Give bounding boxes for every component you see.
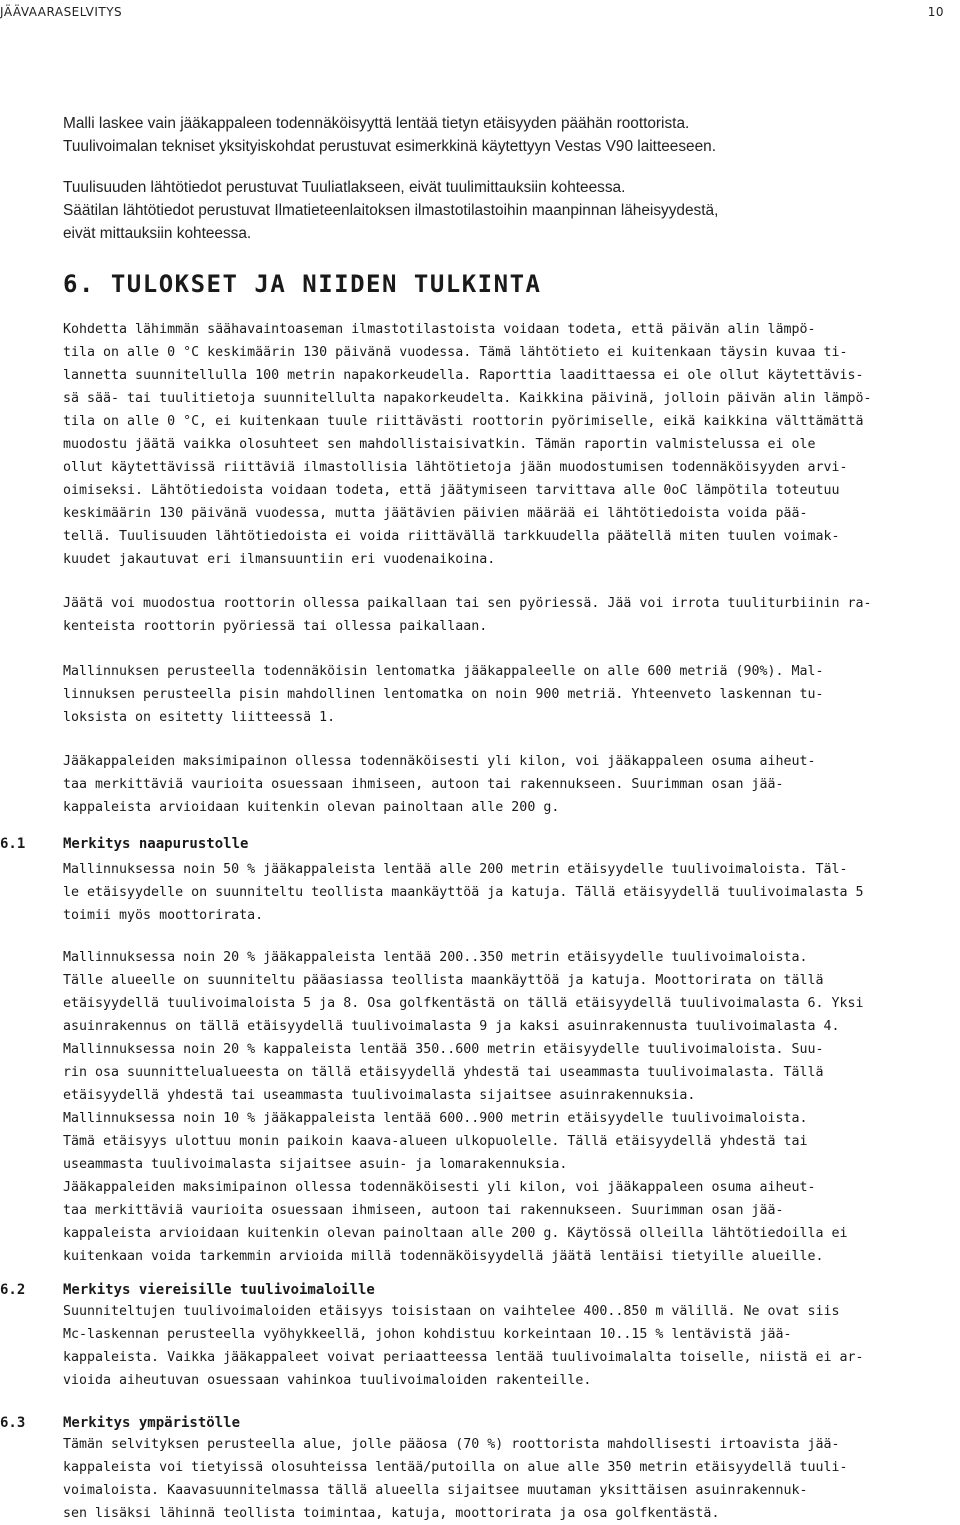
section-title: Merkitys naapurustolle: [63, 836, 249, 852]
section-6-heading: 6. TULOKSET JA NIIDEN TULKINTA: [63, 270, 542, 298]
section-6-1-paragraph: Mallinnuksessa noin 50 % jääkappaleista lentää alle 200 metrin etäisyydelle tuulivoimaloista. Täl- le etäisyydelle on suunniteltu teollista maankäyttöä ja katuja. Tällä etäisyydellä tuulivoimalasta 5 toimii myös moottorirata.: [63, 862, 864, 923]
section-title: Merkitys ympäristölle: [63, 1415, 241, 1431]
section-number: 6.1: [0, 836, 26, 852]
section-6-1-paragraph: Mallinnuksessa noin 20 % jääkappaleista lentää 200..350 metrin etäisyydelle tuulivoimaloista. Tälle alueelle on suunniteltu pääasiassa teollista maankäyttöä ja katuja. Moottorirata on tällä etäisyydellä tuulivoimaloista 5 ja 8. Osa golfkentästä on tällä etäisyydellä tuulivoimalasta 6. Yksi asuinrakennus on tällä etäisyydellä tuulivoimalasta 9 ja kaksi asuinrakennusta tuulivoimalasta 4. Mallinnuksessa noin 20 % kappaleista lentää 350..600 metrin etäisyydelle tuulivoimaloista. Suu- rin osa suunnittelualueesta on tällä etäisyydellä yhdestä tai useammasta tuulivoimalasta. Tällä etäisyydellä yhdestä tai useammasta tuulivoimalasta sijaitsee asuinrakennuksia. Mallinnuksessa noin 10 % jääkappaleista lentää 600..900 metrin etäisyydelle tuulivoimaloista. Tämä etäisyys ulottuu monin paikoin kaava-alueen ulkopuolelle. Tällä etäisyydellä yhdestä tai useammasta tuulivoimalasta sijaitsee asuin- ja lomarakennuksia. Jääkappaleiden maksimipainon ollessa todennäköisesti yli kilon, voi jääkappaleen osuma aiheut- taa merkittäviä vaurioita osuessaan ihmiseen, autoon tai rakennukseen. Suurimman osan jää- kappaleista arvioidaan kuitenkin olevan painoltaan alle 200 g. Käytössä olleilla lähtötiedoilla ei kuitenkaan voida tarkemmin arvioida millä todennäköisyydellä jäätä lentäisi tietyille alueille.: [63, 950, 864, 1264]
intro-paragraph-sources: Tuulisuuden lähtötiedot perustuvat Tuuliatlakseen, eivät tuulimittauksiin kohteessa. Säätilan lähtötiedot perustuvat Ilmatieteenlaitoksen ilmastotilastoihin maanpinnan läheisyydestä, eivät mittauksiin kohteessa.: [63, 179, 719, 242]
section-6-paragraph: Kohdetta lähimmän säähavaintoaseman ilmastotilastoista voidaan todeta, että päivän alin lämpö- tila on alle 0 °C keskimäärin 130 päivänä vuodessa. Tämä lähtötieto ei kuitenkaan täysin kuvaa ti- lannetta suunnitellulla 100 metrin napakorkeudella. Raporttia laadittaessa ei ole ollut käytettävis- sä sää- tai tuulitietoja suunnitellulta napakorkeudelta. Kaikkina päivinä, jolloin päivän alin lämpö- tila on alle 0 °C, ei kuitenkaan tuule riittävästi roottorin pyörimiselle, eikä kaikkina välttämättä muodostu jäätä vaikka olosuhteet sen mahdollistaisivatkin. Tämän raportin valmistelussa ei ole ollut käytettävissä riittäviä ilmastollisia lähtötietoja jään muodostumisen todennäköisyyden arvi- oimiseksi. Lähtötiedoista voidaan todeta, että jäätymiseen tarvittava alle 0oC lämpötila toteutuu keskimäärin 130 päivänä vuodessa, mutta jäätävien päivien määrää ei lähtötiedoista voida pää- tellä. Tuulisuuden lähtötiedoista ei voida riittävällä tarkkuudella päätellä miten tuulen voimak- kuudet jakautuvat eri ilmansuuntiin eri vuodenaikoina.: [63, 322, 872, 567]
section-6-paragraph: Mallinnuksen perusteella todennäköisin lentomatka jääkappaleelle on alle 600 metriä (90%). Mal- linnuksen perusteella pisin mahdollinen lentomatka on noin 900 metriä. Yhteenveto laskennan tu- loksista on esitetty liitteessä 1.: [63, 664, 824, 725]
section-number: 6.2: [0, 1282, 26, 1298]
section-number: 6.3: [0, 1415, 26, 1431]
intro-paragraph-model: Malli laskee vain jääkappaleen todennäköisyyttä lentää tietyn etäisyyden päähän roottorista. Tuulivoimalan tekniset yksityiskohdat perustuvat esimerkkinä käytettyyn Vestas V90 laitteeseen.: [63, 115, 716, 155]
section-6-2-paragraph: Suunniteltujen tuulivoimaloiden etäisyys toisistaan on vaihtelee 400..850 m välillä. Ne ovat siis Mc-laskennan perusteella vyöhykkeellä, johon kohdistuu korkeintaan 10..15 % lentävistä jää- kappaleista. Vaikka jääkappaleet voivat periaatteessa lentää tuulivoimalalta toiselle, niistä ei ar- vioida aiheutuvan osuessaan vahinkoa tuulivoimaloiden rakenteille.: [63, 1304, 864, 1388]
section-title: Merkitys viereisille tuulivoimaloille: [63, 1282, 375, 1298]
page-number: 10: [927, 5, 944, 19]
section-6-paragraph: Jääkappaleiden maksimipainon ollessa todennäköisesti yli kilon, voi jääkappaleen osuma aiheut- taa merkittäviä vaurioita osuessaan ihmiseen, autoon tai rakennukseen. Suurimman osan jää- kappaleista arvioidaan kuitenkin olevan painoltaan alle 200 g.: [63, 754, 816, 815]
document-title: JÄÄVAARASELVITYS: [0, 5, 123, 19]
section-6-3-paragraph: Tämän selvityksen perusteella alue, jolle pääosa (70 %) roottorista mahdollisesti irtoavista jää- kappaleista voi tietyissä olosuhteissa lentää/putoilla on alue alle 350 metrin etäisyydellä tuuli- voimaloista. Kaavasuunnitelmassa tällä alueella sijaitsee muutaman yksittäisen asuinrakennuk- sen lisäksi lähinnä teollista toimintaa, katuja, moottorirata ja osa golfkentästä.: [63, 1437, 848, 1521]
section-6-paragraph: Jäätä voi muodostua roottorin ollessa paikallaan tai sen pyöriessä. Jää voi irrota tuuliturbiinin ra- kenteista roottorin pyöriessä tai ollessa paikallaan.: [63, 596, 872, 634]
